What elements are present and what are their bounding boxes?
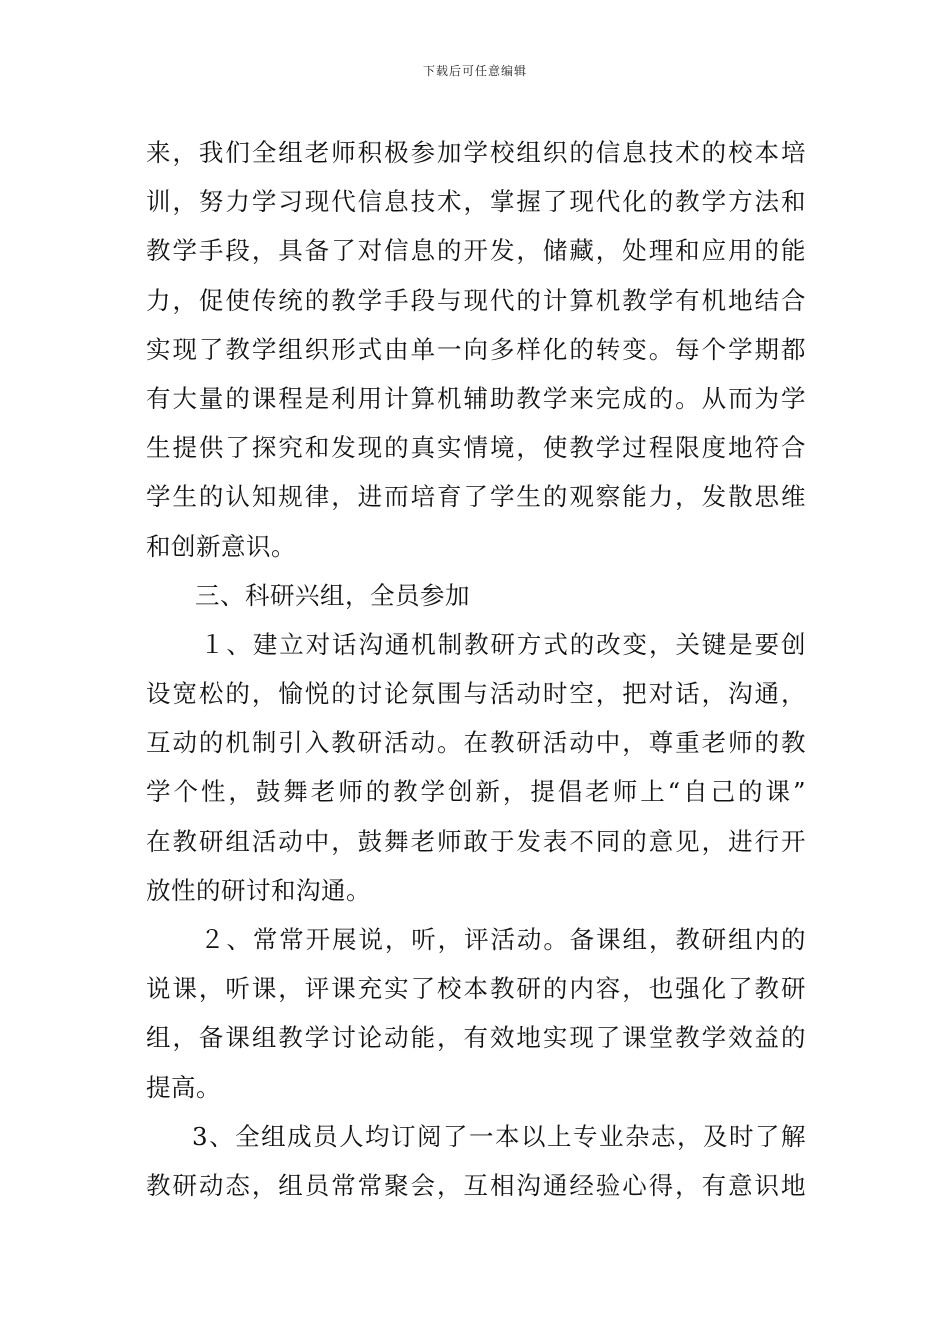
- body-line: 设宽松的，愉悦的讨论氛围与活动时空，把对话，沟通，: [146, 679, 806, 709]
- body-line: 力，促使传统的教学手段与现代的计算机教学有机地结合: [146, 285, 806, 315]
- body-line: 来，我们全组老师积极参加学校组织的信息技术的校本培: [146, 138, 806, 167]
- body-line: １、建立对话沟通机制教研方式的改变，关键是要创: [200, 629, 806, 659]
- document-body: [146, 128, 806, 1210]
- body-line: 和创新意识。: [146, 531, 296, 561]
- body-line: 互动的机制引入教研活动。在教研活动中，尊重老师的教: [146, 728, 806, 758]
- body-line: 训，努力学习现代信息技术，掌握了现代化的教学方法和: [146, 187, 806, 217]
- body-line: 组，备课组教学讨论动能，有效地实现了课堂教学效益的: [146, 1023, 806, 1053]
- body-line: ２、常常开展说，听，评活动。备课组，教研组内的: [200, 925, 806, 954]
- body-line: 放性的研讨和沟通。: [146, 875, 371, 905]
- body-line: 教研动态，组员常常聚会，互相沟通经验心得，有意识地: [146, 1170, 806, 1200]
- body-line: 教学手段，具备了对信息的开发，储藏，处理和应用的能: [146, 236, 806, 266]
- body-line: 生提供了探究和发现的真实情境，使教学过程限度地符合: [146, 433, 806, 463]
- body-line: 学生的认知规律，进而培育了学生的观察能力，发散思维: [146, 482, 806, 512]
- body-line: 实现了教学组织形式由单一向多样化的转变。每个学期都: [146, 334, 806, 364]
- page-header-note: 下载后可任意编辑: [422, 64, 527, 78]
- body-line: 说课，听课，评课充实了校本教研的内容，也强化了教研: [146, 974, 806, 1004]
- section-heading: 三、科研兴组，全员参加: [195, 580, 470, 610]
- body-line: 3、全组成员人均订阅了一本以上专业杂志，及时了解: [192, 1121, 806, 1151]
- body-line: 有大量的课程是利用计算机辅助教学来完成的。从而为学: [146, 383, 806, 413]
- body-line: 提高。: [146, 1072, 221, 1102]
- body-line: 在教研组活动中，鼓舞老师敢于发表不同的意见，进行开: [146, 826, 806, 856]
- body-line: 学个性，鼓舞老师的教学创新，提倡老师上“自己的课”: [146, 777, 806, 807]
